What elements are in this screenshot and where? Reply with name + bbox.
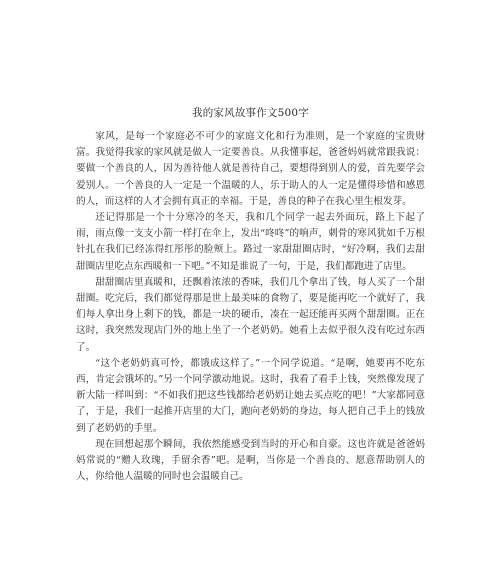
paragraph-2: 还记得那是一个十分寒冷的冬天，我和几个同学一起去外面玩，路上下起了雨，雨点像一支支小箭一样打在伞上，发出“咚咚”的响声，刺骨的寒风犹如千万根针扎在我们已经冻得红彤彤的脸颊上。路过一家甜甜圈店时，“好冷啊，我们去甜甜圈店里吃点东西暖和一下吧。”不知是谁说了一句，于是，我们都跑进了店里。 <box>76 212 425 272</box>
article <box>76 106 425 485</box>
article-title: 我的家风故事作文500字 <box>192 107 309 119</box>
paragraph-4: “这个老奶奶真可怜，都饿成这样了。”一个同学说道。“是啊，她要再不吃东西，肯定会饿坏的。”另一个同学激动地说。这时，我看了看手上钱，突然像发现了新大陆一样叫到：“不如我们把这些钱都给老奶奶让她去买点吃的吧！”大家都同意了，于是，我们一起推开店里的大门，跑向老奶奶的身边，每人把自己手上的钱放到了老奶奶的手里。 <box>76 357 425 434</box>
paragraph-5: 现在回想起那个瞬间，我依然能感受到当时的开心和自豪。这也许就是爸爸妈妈常说的“赠人玫瑰，手留余香”吧。是啊，当你是一个善良的、愿意帮助别人的人，你给他人温暖的同时也会温暖自己。 <box>76 438 425 483</box>
paragraph-1: 家风，是每一个家庭必不可少的家庭文化和行为准则，是一个家庭的宝贵财富。我觉得我家的家风就是做人一定要善良。从我懂事起，爸爸妈妈就常跟我说：要做一个善良的人，因为善待他人就是善待自己，要想得到别人的爱，首先要学会爱别人。一个善良的人一定是一个温暖的人，乐于助人的人一定是懂得珍惜和感恩的人，而这样的人才会拥有真正的幸福。于是，善良的种子在我心里生根发芽。 <box>76 131 425 207</box>
paragraph-3: 甜甜圈店里真暖和，还飘着浓浓的香味，我们几个拿出了钱，每人买了一个甜甜圈。吃完后，我们都觉得那是世上最美味的食物了，要是能再吃一个就好了，我们每人拿出身上剩下的钱，都是一块的硬币，凑在一起还能再买两个甜甜圈。正在这时，我突然发现店门外的地上坐了一个老奶奶。她看上去似乎很久没有吃过东西了。 <box>76 276 425 353</box>
